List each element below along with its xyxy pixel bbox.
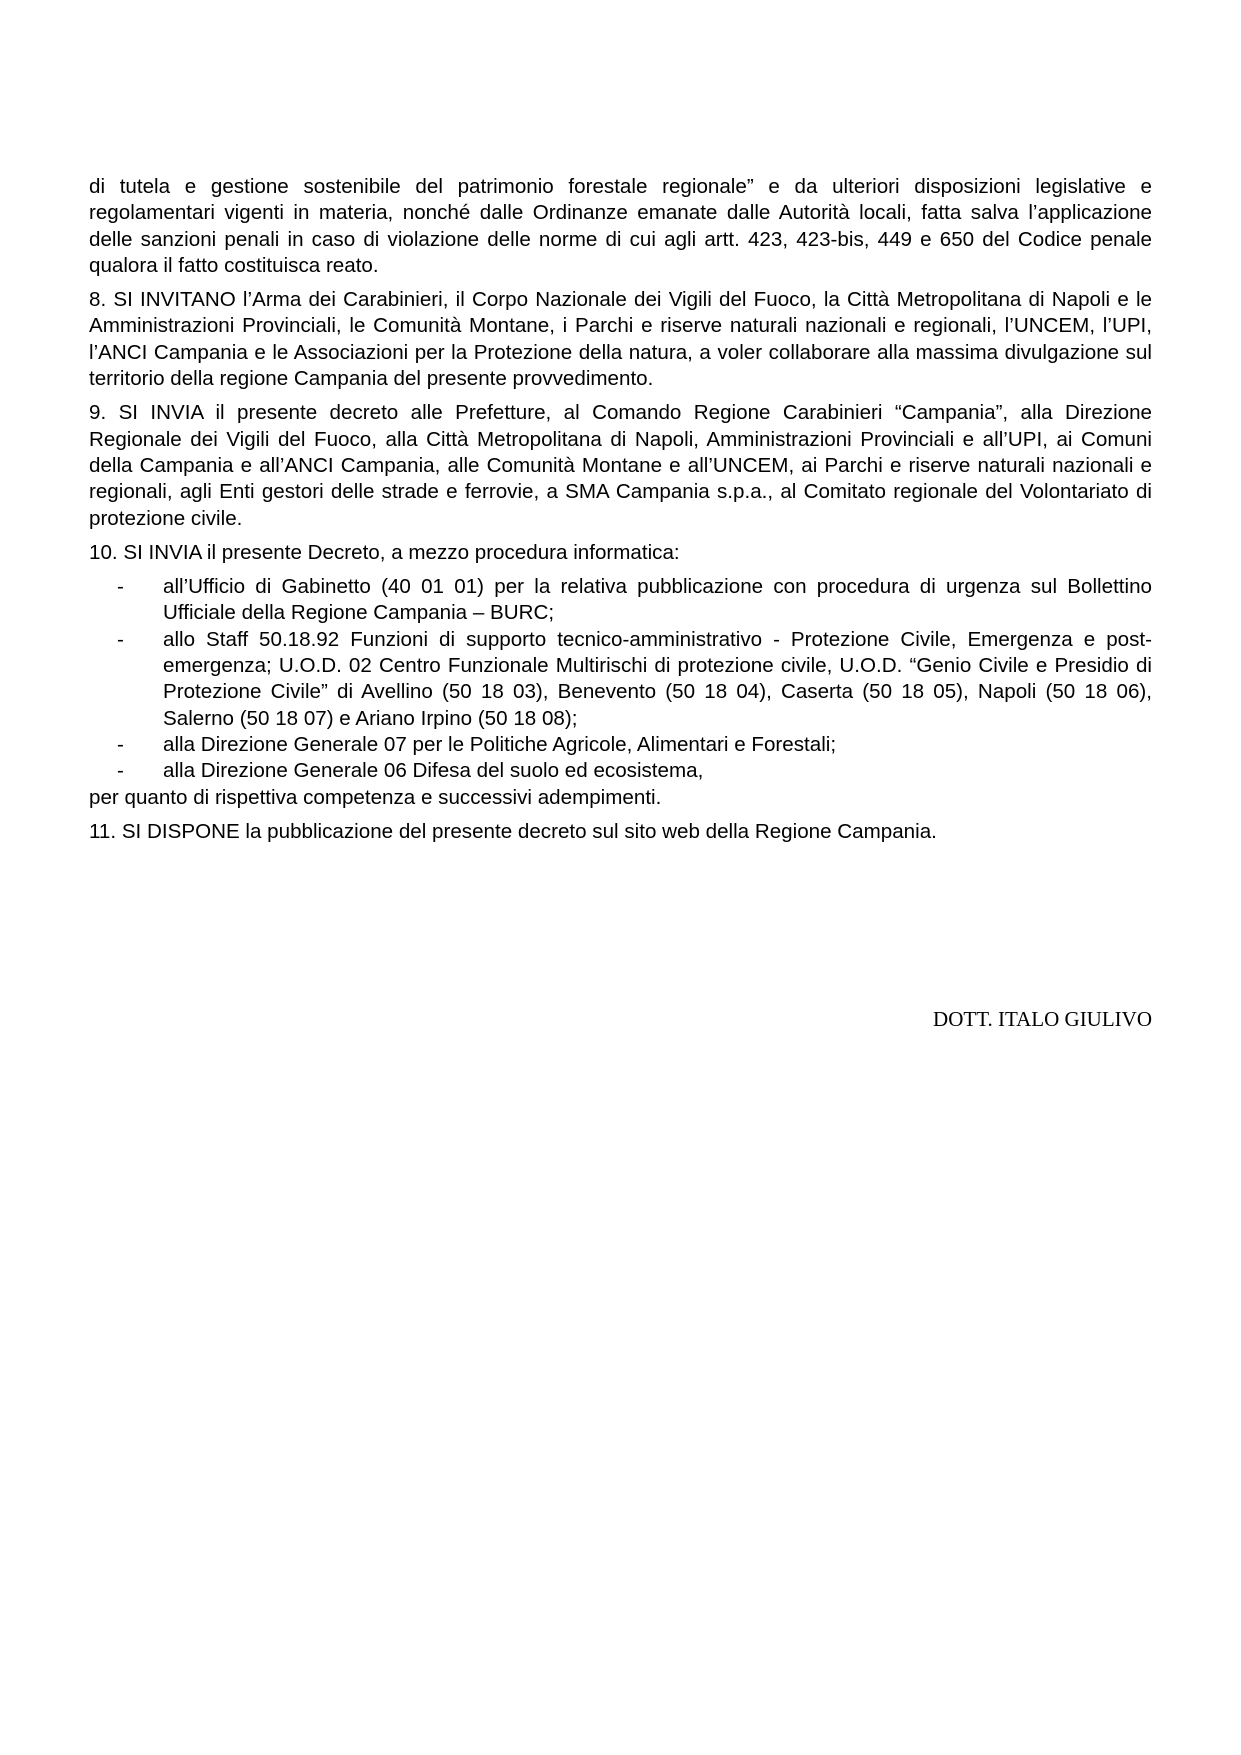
paragraph-continuation: di tutela e gestione sostenibile del patrimonio forestale regionale” e da ulteriori disposizioni legislative e regolamentari vigenti in materia, nonché dalle Ordinanze emanate dalle Autorità locali, fatta salva l’applicazione delle sanzioni penali in caso di violazione delle norme di cui agli artt. 423, 423-bis, 449 e 650 del Codice penale qualora il fatto costituisca reato.: [89, 175, 1152, 277]
recipient-list: [89, 574, 1152, 784]
paragraph-11: 11. SI DISPONE la pubblicazione del presente decreto sul sito web della Regione Campania.: [89, 819, 937, 843]
list-bullet: -: [117, 575, 124, 599]
list-item: [89, 574, 1152, 627]
paragraph-9: 9. SI INVIA il presente decreto alle Prefetture, al Comando Regione Carabinieri “Campania”, alla Direzione Regionale dei Vigili del Fuoco, alla Città Metropolitana di Napoli, Amministrazioni Provinciali e all’UPI, ai Comuni della Campania e all’ANCI Campania, alle Comunità Montane e all’UNCEM, ai Parchi e riserve naturali nazionali e regionali, agli Enti gestori delle strade e ferrovie, a SMA Campania s.p.a., al Comitato regionale del Volontariato di protezione civile.: [89, 401, 1152, 530]
list-item-text: all’Ufficio di Gabinetto (40 01 01) per la relativa pubblicazione con procedura di urgenza sul Bollettino Ufficiale della Regione Campania – BURC;: [163, 575, 1152, 625]
list-item: [89, 627, 1152, 732]
list-item: [89, 758, 1152, 784]
list-item-text: alla Direzione Generale 06 Difesa del suolo ed ecosistema,: [163, 759, 704, 783]
list-item-text: allo Staff 50.18.92 Funzioni di supporto tecnico-amministrativo - Protezione Civile, Emergenza e post-emergenza; U.O.D. 02 Centro Funzionale Multirischi di protezione civile, U.O.D. “Genio Civile e Presidio di Protezione Civile” di Avellino (50 18 03), Benevento (50 18 04), Caserta (50 18 05), Napoli (50 18 06), Salerno (50 18 07) e Ariano Irpino (50 18 08);: [163, 627, 1152, 730]
paragraph-10: 10. SI INVIA il presente Decreto, a mezzo procedura informatica:: [89, 540, 680, 564]
list-item-text: alla Direzione Generale 07 per le Politiche Agricole, Alimentari e Forestali;: [163, 732, 837, 756]
signature-name: DOTT. ITALO GIULIVO: [933, 1007, 1152, 1031]
list-bullet: -: [117, 732, 124, 756]
list-bullet: -: [117, 627, 124, 651]
document-body: [89, 174, 1152, 845]
after-list-text: per quanto di rispettiva competenza e successivi adempimenti.: [89, 785, 662, 809]
list-item: [89, 732, 1152, 758]
paragraph-8: 8. SI INVITANO l’Arma dei Carabinieri, il Corpo Nazionale dei Vigili del Fuoco, la Città Metropolitana di Napoli e le Amministrazioni Provinciali, le Comunità Montane, i Parchi e riserve naturali nazionali e regionali, l’UNCEM, l’UPI, l’ANCI Campania e le Associazioni per la Protezione della natura, a voler collaborare alla massima divulgazione sul territorio della regione Campania del presente provvedimento.: [89, 288, 1152, 391]
list-bullet: -: [117, 759, 124, 783]
